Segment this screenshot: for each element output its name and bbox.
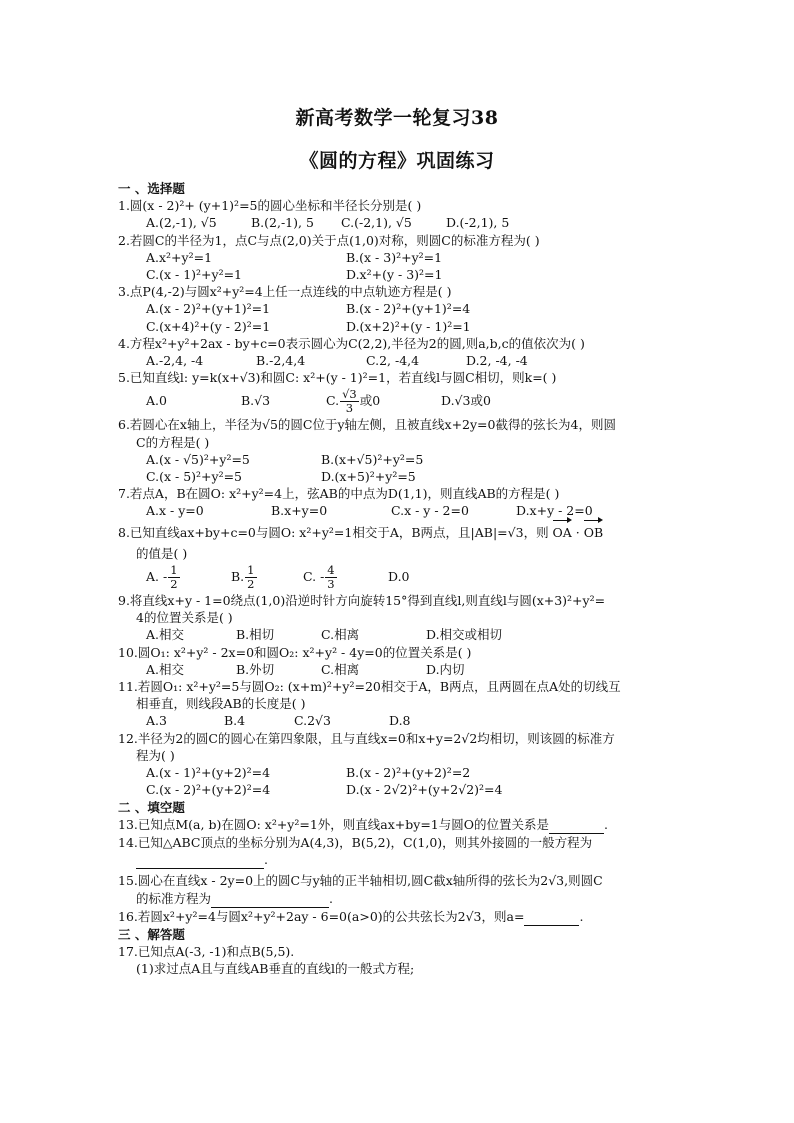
question-stem: 14.已知△ABC顶点的坐标分别为A(4,3)，B(5,2)，C(1,0)，则其外接圆的一般方程为 [118,834,593,850]
option-b: B.(x+√5)²+y²=5 [321,451,424,467]
options-row [118,318,703,335]
question-17 [118,943,703,977]
option-c: C.(x - 2)²+(y+2)²=4 [146,782,271,798]
option-c: C.(x - 1)²+y²=1 [146,267,243,283]
option-a: A.(2,-1), √5 [146,215,217,231]
option-c: C.相离 [321,627,360,643]
option-c: C.x - y - 2=0 [391,503,469,519]
option-d: D.相交或相切 [426,627,503,643]
options-row [118,764,703,781]
options-row [118,249,703,266]
options-row [118,626,703,643]
option-c: C. - $\frac{4}{3}$ [303,563,335,592]
fraction: $\frac{√3}{3}$ [342,387,357,416]
option-b: B.(x - 2)²+(y+1)²=4 [346,301,471,317]
answer-blank[interactable] [136,851,264,869]
options-row [118,300,703,317]
options-row [118,386,703,416]
vector-oa: OA [552,524,572,540]
question-stem: 12.半径为2的圆C的圆心在第四象限，且与直线x=0和x+y=2√2均相切，则该圆的标准方 [118,730,615,746]
question-stem-cont: 程为( ) [136,747,175,763]
question-10 [118,644,703,678]
question-13: 13.已知点M(a, b)在圆O: x²+y²=1外，则直线ax+by=1与圆O的位置关系是 . [118,816,703,834]
option-d: D.(x - 2√2)²+(y+2√2)²=4 [346,782,503,798]
question-stem: 16.若圆x²+y²=4与圆x²+y²+2ay - 6=0(a>0)的公共弦长为2√3，则a= [118,908,525,924]
question-stem: 3.点P(4,-2)与圆x²+y²=4上任一点连线的中点轨迹方程是( ) [118,284,452,300]
section-heading-fill: 二 、填空题 [118,799,185,815]
question-4 [118,335,703,369]
question-stem: 6.若圆心在x轴上，半径为√5的圆C位于y轴左侧，且被直线x+2y=0截得的弦长为4，则圆 [118,417,616,433]
option-c: C.(-2,1), √5 [341,215,412,231]
option-c: C.2, -4,4 [366,353,420,369]
option-a: A.3 [146,713,167,729]
question-9 [118,592,703,644]
options-row [118,352,703,369]
answer-blank[interactable] [549,816,604,834]
question-14: 14.已知△ABC顶点的坐标分别为A(4,3)，B(5,2)，C(1,0)，则其外接圆的一般方程为 . [118,834,703,869]
question-15: 15.圆心在直线x - 2y=0上的圆C与y轴的正半轴相切,圆C截x轴所得的弦长为2√3,则圆C 的标准方程为 . [118,872,703,907]
question-list [118,180,703,978]
option-b: B.-2,4,4 [256,353,306,369]
question-stem: 11.若圆O₁: x²+y²=5与圆O₂: (x+m)²+y²=20相交于A，B两点，且两圆在点A处的切线互 [118,679,621,695]
option-a: A.x - y=0 [146,503,204,519]
question-stem-cont: 的值是( ) [136,545,188,561]
options-row [118,502,703,519]
option-d: D.8 [389,713,411,729]
option-a: A.x²+y²=1 [146,249,213,265]
option-a: A.(x - √5)²+y²=5 [146,451,250,467]
question-stem: 15.圆心在直线x - 2y=0上的圆C与y轴的正半轴相切,圆C截x轴所得的弦长为2√3,则圆C [118,873,603,889]
option-c: C.(x+4)²+(y - 2)²=1 [146,318,271,334]
question-stem: 7.若点A，B在圆O: x²+y²=4上，弦AB的中点为D(1,1)，则直线AB的方程是( ) [118,486,560,502]
question-1 [118,197,703,231]
page-title: 新高考数学一轮复习38 [295,107,499,129]
question-stem: 17.已知点A(-3, -1)和点B(5,5). [118,944,295,960]
options-row [118,712,703,729]
options-row [118,468,703,485]
option-d: D.0 [388,569,410,585]
option-d: D.内切 [426,661,465,677]
question-8 [118,524,703,592]
question-stem: 2.若圆C的半径为1，点C与点(2,0)关于点(1,0)对称，则圆C的标准方程为( ) [118,232,540,248]
question-7 [118,485,703,519]
question-stem: 9.将直线x+y - 1=0绕点(1,0)沿逆时针方向旋转15°得到直线l,则直线l与圆(x+3)²+y²= [118,593,606,609]
option-b: B.(x - 3)²+y²=1 [346,249,443,265]
question-stem-cont: C的方程是( ) [136,434,210,450]
option-b: B.相切 [236,627,275,643]
question-part-1: (1)求过点A且与直线AB垂直的直线l的一般式方程; [136,961,415,977]
question-stem-cont: 相垂直，则线段AB的长度是( ) [136,696,306,712]
option-c: C.相离 [321,661,360,677]
option-d: D.x²+(y - 3)²=1 [346,267,443,283]
option-b: B.外切 [236,661,275,677]
option-d: D.(x+2)²+(y - 1)²=1 [346,318,471,334]
option-a: A.(x - 1)²+(y+2)²=4 [146,765,271,781]
options-row [118,451,703,468]
question-stem: 10.圆O₁: x²+y² - 2x=0和圆O₂: x²+y² - 4y=0的位置关系是( ) [118,644,472,660]
vector-ob: OB [583,524,604,540]
answer-blank[interactable] [524,908,579,926]
options-row [118,781,703,798]
option-d: D.(x+5)²+y²=5 [321,469,416,485]
question-6 [118,416,703,485]
option-d: D.√3或0 [441,393,491,409]
option-d: D.x+y - 2=0 [516,503,593,519]
option-c: C.(x - 5)²+y²=5 [146,469,243,485]
question-stem: 4.方程x²+y²+2ax - by+c=0表示圆心为C(2,2),半径为2的圆,则a,b,c的值依次为( ) [118,335,585,351]
option-b: B.(2,-1), 5 [251,215,314,231]
options-row [118,562,703,592]
question-12 [118,730,703,799]
options-row [118,214,703,231]
question-stem: 1.圆(x - 2)²+ (y+1)²=5的圆心坐标和半径长分别是( ) [118,198,422,214]
option-c: C.2√3 [294,713,331,729]
question-2 [118,232,703,284]
option-b: B.(x - 2)²+(y+2)²=2 [346,765,471,781]
option-a: A.0 [146,393,167,409]
option-a: A.相交 [146,661,185,677]
question-5 [118,369,703,416]
option-b: B.4 [224,713,246,729]
page-subtitle: 《圆的方程》巩固练习 [299,150,495,172]
option-a: A.-2,4, -4 [146,353,204,369]
option-b: B.√3 [241,393,271,409]
question-16: 16.若圆x²+y²=4与圆x²+y²+2ay - 6=0(a>0)的公共弦长为2√3，则a= . [118,908,703,926]
section-heading-choice: 一 、选择题 [118,181,185,196]
question-3 [118,283,703,335]
option-d: D.(-2,1), 5 [446,215,510,231]
question-stem: 5.已知直线l: y=k(x+√3)和圆C: x²+(y - 1)²=1，若直线l与圆C相切，则k=( ) [118,370,557,386]
options-row [118,266,703,283]
question-stem-cont: 4的位置关系是( ) [136,610,233,626]
question-stem: 8.已知直线ax+by+c=0与圆O: x²+y²=1相交于A，B两点，且|AB|=√3，则 OA · OB [118,524,604,540]
section-heading-solve: 三 、解答题 [118,926,185,942]
option-b: B. $\frac{1}{2}$ [231,563,255,592]
answer-blank[interactable] [211,890,329,908]
option-c: C. $\frac{√3}{3}$ 或0 [326,387,381,416]
question-11 [118,678,703,730]
question-stem: 13.已知点M(a, b)在圆O: x²+y²=1外，则直线ax+by=1与圆O的位置关系是 [118,816,550,832]
option-b: B.x+y=0 [271,503,328,519]
option-d: D.2, -4, -4 [466,353,528,369]
options-row [118,661,703,678]
option-a: A.相交 [146,627,185,643]
option-a: A.(x - 2)²+(y+1)²=1 [146,301,271,317]
option-a: A. - $\frac{1}{2}$ [146,563,178,592]
